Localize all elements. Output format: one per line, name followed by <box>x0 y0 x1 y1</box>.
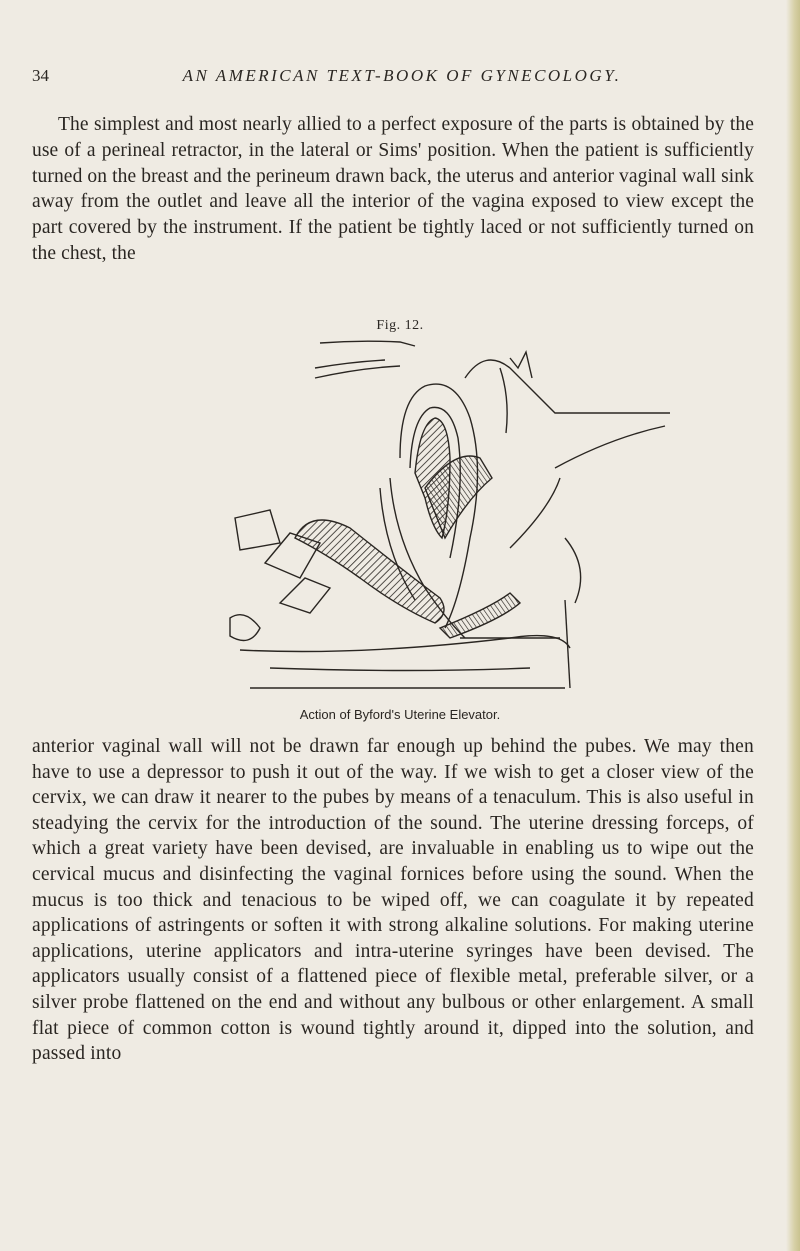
running-head <box>32 66 772 90</box>
figure-caption: Action of Byford's Uterine Elevator. <box>299 707 501 722</box>
running-title: AN AMERICAN TEXT-BOOK OF GYNECOLOGY. <box>182 66 622 85</box>
paragraph-2: anterior vaginal wall will not be drawn far enough up behind the pubes. We may then have to use a depressor to push it out of the way. If we wish to get a closer view of the cervix, we can draw it nearer to the pubes by means of a tenaculum. This is also useful in steadying the cervix for the introduction of the sound. The uterine dressing forceps, of which a great variety have been devised, are invaluable in enabling us to wipe out the cervical mucus and disinfecting the vaginal fornices before using the sound. When the mucus is too thick and tenacious to be wiped off, we can coagulate it by repeated applications of astringents or soften it with strong alkaline solutions. For making uterine applications, uterine applicators and intra-uterine syringes have been devised. The applicators usually consist of a flattened piece of flexible metal, preferable silver, or a silver probe flattened on the end and without any bulbous or other enlargement. A small flat piece of common cotton is wound tightly around it, dipped into the solution, and passed into <box>32 736 754 1065</box>
page-edge <box>786 0 800 1251</box>
page-number: 34 <box>32 66 49 85</box>
paragraph-1: The simplest and most nearly allied to a perfect exposure of the parts is obtained by the use of a perineal retractor, in the lateral or Sims' position. When the patient is sufficiently turned on the breast and the perineum drawn back, the uterus and anterior vaginal wall sink away from the outlet and leave all the interior of the vagina exposed to view except the part covered by the instrument. If the patient be tightly laced or not sufficiently turned on the chest, the <box>32 114 754 264</box>
anatomical-illustration <box>210 338 680 704</box>
uterine-elevator-illustration <box>210 338 680 704</box>
figure-label: Fig. 12. <box>376 318 424 333</box>
